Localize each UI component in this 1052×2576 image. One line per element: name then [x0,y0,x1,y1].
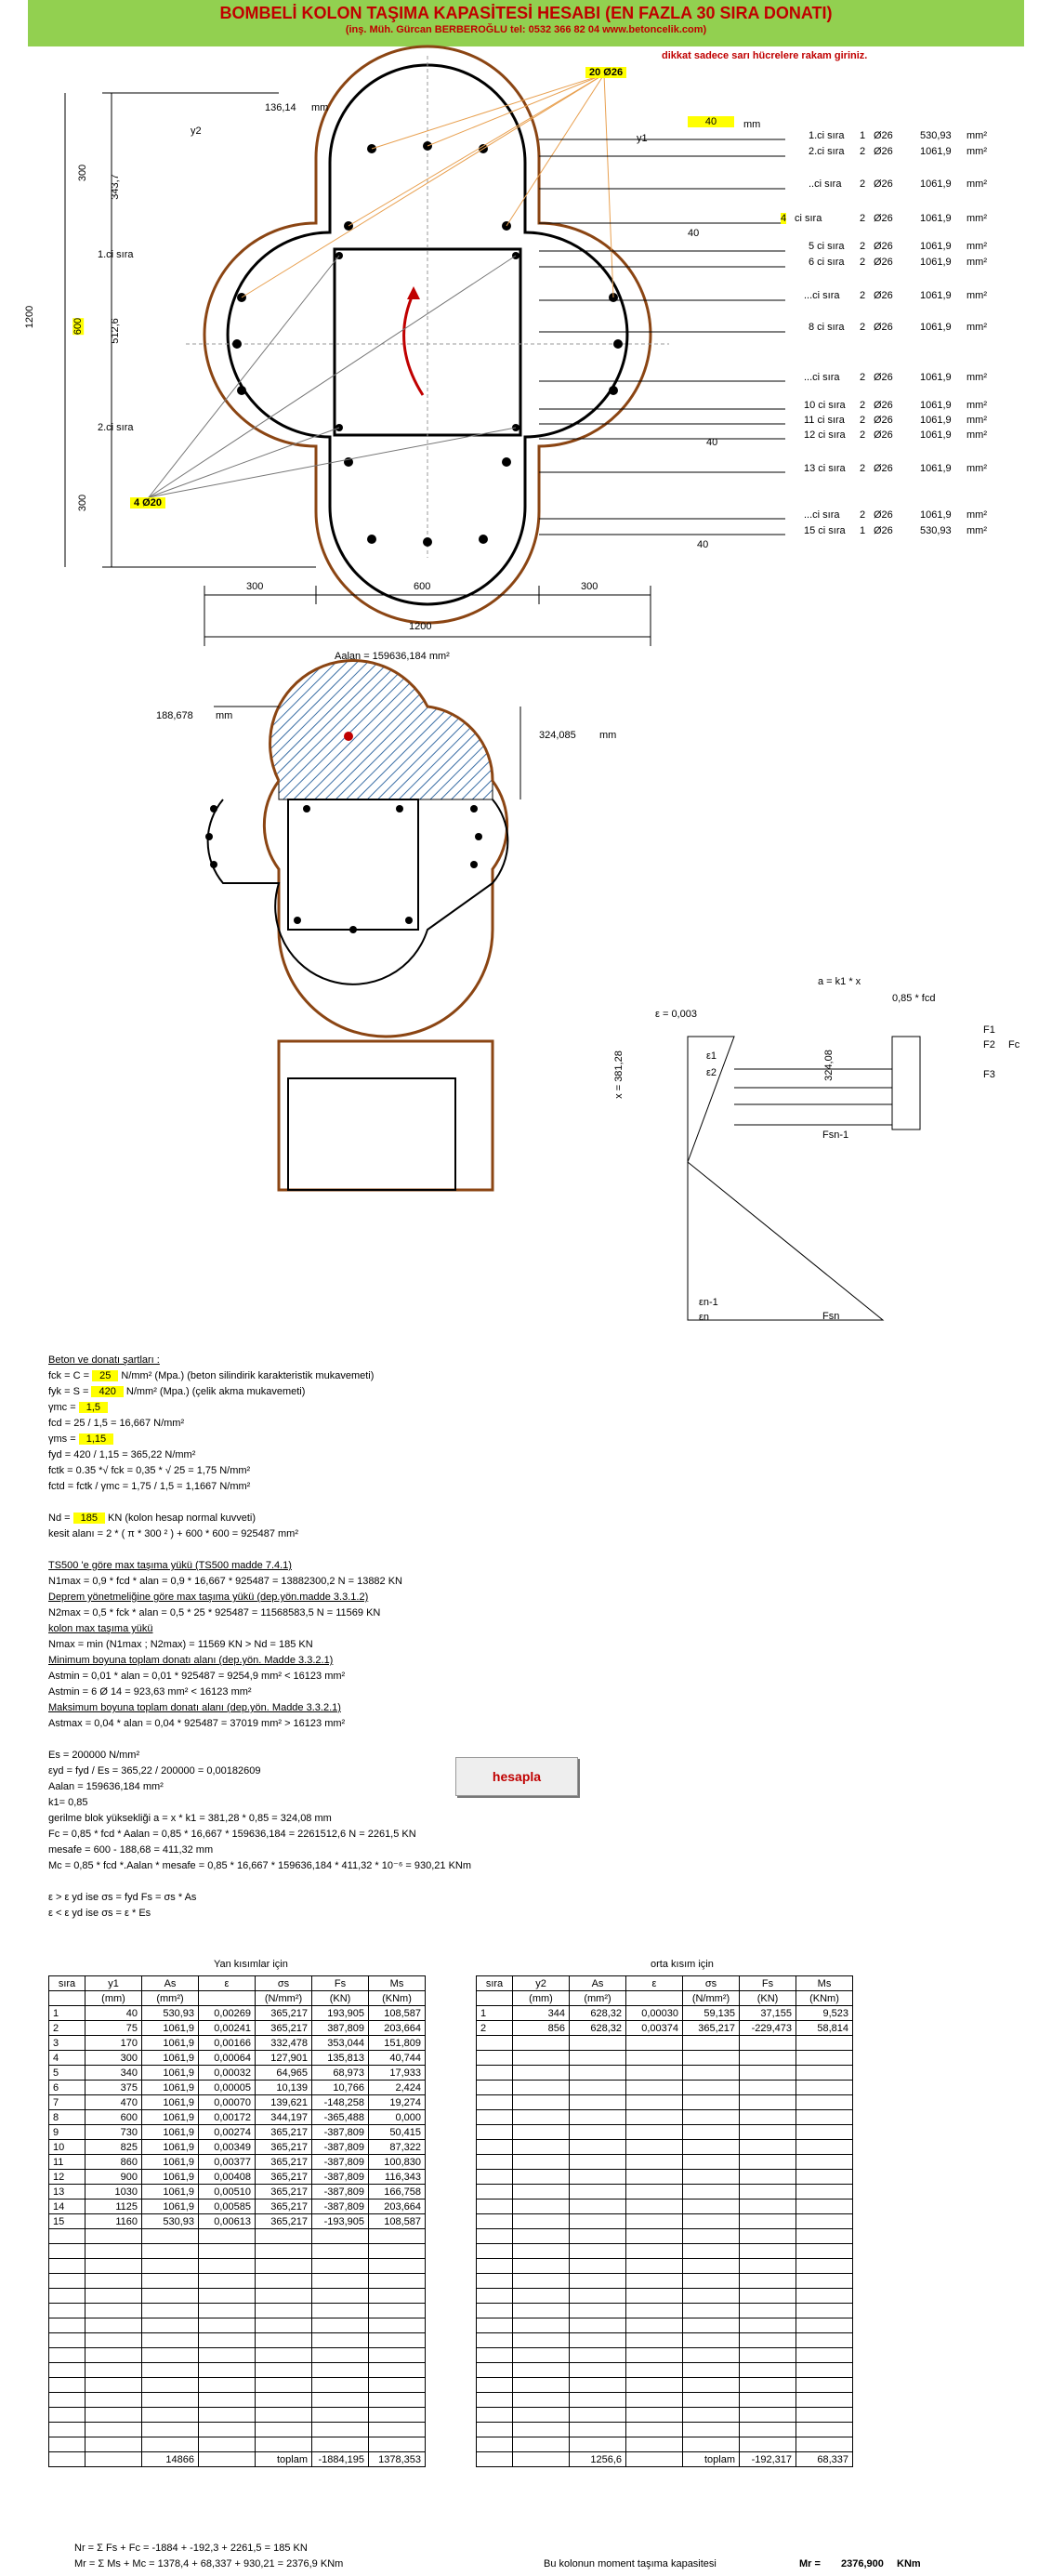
table-row: 13 1030 1061,9 0,00510 365,217 -387,809 166,758 [49,2185,426,2200]
rebar-row-area: 1061,9 [920,509,952,521]
rebar-row-unit: mm² [967,415,987,426]
mr-value: 2376,900 [841,2558,884,2569]
table-row: 11 860 1061,9 0,00377 365,217 -387,809 100,830 [49,2155,426,2170]
rebar-row-diameter: Ø26 [874,429,893,441]
table-unit-cell: (KN) [740,1991,796,2006]
table-row [477,2363,853,2378]
rebar-row-diameter: Ø26 [874,241,893,252]
table-row [477,2289,853,2304]
rebar-row-unit: mm² [967,130,987,141]
rebar-row-area: 1061,9 [920,146,952,157]
calc-line: N2max = 0,5 * fck * alan = 0,5 * 25 * 925487 = 11568583,5 N = 11569 KN [48,1607,381,1618]
cover-input[interactable]: 40 [688,116,734,127]
rebar-row-area: 1061,9 [920,400,952,411]
table-unit-cell: (KNm) [796,1991,853,2006]
table-row [49,2318,426,2333]
rebar-row-label: 12 ci sıra [804,429,846,441]
table-row [477,2318,853,2333]
table-row [49,2259,426,2274]
calc-line: Astmax = 0,04 * alan = 0,04 * 925487 = 37019 mm² > 16123 mm² [48,1718,346,1729]
calc-line: Deprem yönetmeliğine göre max taşıma yükü (dep.yön.madde 3.3.1.2) [48,1592,369,1603]
table-row [477,2274,853,2289]
table-unit-cell: (mm²) [142,1991,199,2006]
table-header-cell: σs [256,1976,312,1991]
rebar-row-label: ...ci sıra [804,372,840,383]
calc-line: Maksimum boyuna toplam donatı alanı (dep.yön. Madde 3.3.2.1) [48,1702,341,1713]
middle-table [476,1975,853,2467]
table-header-cell: y2 [513,1976,570,1991]
table-header-cell: Fs [740,1976,796,1991]
rebar-row-count: 2 [860,415,866,426]
rebar-row-count: 1 [860,525,866,536]
table-row [49,2348,426,2363]
table-row: 15 1160 530,93 0,00613 365,217 -193,905 108,587 [49,2214,426,2229]
top-bars-input[interactable]: 20 Ø26 [585,67,626,78]
table-unit-cell: (KN) [312,1991,369,2006]
rebar-row-area: 530,93 [920,525,952,536]
e2-label: ε2 [706,1067,717,1078]
column-section-drawing [0,0,1052,651]
rebar-row-unit: mm² [967,509,987,521]
rebar-row-count: 2 [860,178,866,190]
table-row: 2 856 628,32 0,00374 365,217 -229,473 58,814 [477,2021,853,2036]
rebar-row-unit: mm² [967,322,987,333]
table-header-cell: sıra [49,1976,85,1991]
rebar-row-unit: mm² [967,257,987,268]
a-value: 324,08 [822,1050,835,1081]
aalan-label: Aalan = 159636,184 mm² [335,651,450,662]
f3-label: F3 [983,1069,995,1080]
rebar-row-area: 1061,9 [920,241,952,252]
dim-600-input[interactable]: 600 [72,317,85,336]
dim-136-unit: mm [311,102,329,113]
calc-line [48,1495,471,1511]
calc-line: ε < ε yd ise σs = ε * Es [48,1908,151,1919]
table-total-row: 1256,6 toplam -192,317 68,337 [477,2452,853,2467]
e1-label: ε1 [706,1050,717,1062]
table-header-cell: As [570,1976,626,1991]
rebar-row-label: 2.ci sıra [809,146,845,157]
calc-line: ε > ε yd ise σs = fyd Fs = σs * As [48,1892,197,1903]
calc-input[interactable]: 1,5 [79,1402,108,1413]
rebar-row-count: 2 [860,372,866,383]
table-total-row: 14866 toplam -1884,195 1378,353 [49,2452,426,2467]
rebar-row-unit: mm² [967,290,987,301]
table-row: 1 344 628,32 0,00030 59,135 37,155 9,523 [477,2006,853,2021]
table-row [477,2408,853,2423]
dim-300-top: 300 [77,164,89,182]
calc-line: Beton ve donatı şartları : [48,1354,160,1366]
calc-line: Minimum boyuna toplam donatı alanı (dep.yön. Madde 3.3.2.1) [48,1655,334,1666]
calc-line: fctd = fctk / γmc = 1,75 / 1,5 = 1,1667 N/mm² [48,1481,251,1492]
table-row: 5 340 1061,9 0,00032 64,965 68,973 17,933 [49,2066,426,2081]
rebar-row-unit: mm² [967,241,987,252]
table-row: 6 375 1061,9 0,00005 10,139 10,766 2,424 [49,2081,426,2095]
calc-input[interactable]: 420 [91,1386,123,1397]
table-row [49,2244,426,2259]
calc-input[interactable]: 185 [73,1513,105,1524]
calc-line: fcd = 25 / 1,5 = 16,667 N/mm² [48,1418,185,1429]
calc-line [48,1732,471,1748]
calc-line: kolon max taşıma yükü [48,1623,153,1634]
calc-line: kesit alanı = 2 * ( π * 300 ² ) + 600 * 600 = 925487 mm² [48,1528,298,1539]
table-row [477,2095,853,2110]
rebar-row-count: 2 [860,463,866,474]
fsn1-label: Fsn-1 [822,1129,849,1141]
table-row [477,2110,853,2125]
rebar-row-label: 5 ci sıra [809,241,845,252]
mr-line: Mr = Σ Ms + Mc = 1378,4 + 68,337 + 930,21 = 2376,9 KNm [74,2558,344,2569]
rebar-row-diameter: Ø26 [874,400,893,411]
table-header-cell: ε [626,1976,683,1991]
rebar-row-count: 2 [860,429,866,441]
rebar-row-area: 530,93 [920,130,952,141]
nr-line: Nr = Σ Fs + Fc = -1884 + -192,3 + 2261,5 = 185 KN [74,2543,308,2554]
hesapla-button[interactable]: hesapla [455,1757,578,1796]
rebar-row-label: 13 ci sıra [804,463,846,474]
table-row: 1 40 530,93 0,00269 365,217 193,905 108,587 [49,2006,426,2021]
table-row [477,2423,853,2437]
calc-line: Fc = 0,85 * fcd * Aalan = 0,85 * 16,667 * 159636,184 = 2261512,6 N = 2261,5 KN [48,1829,416,1840]
rebar-row-label: 15 ci sıra [804,525,846,536]
row-label-1: 1.ci sıra [98,249,134,260]
rebar-row-unit: mm² [967,213,987,224]
rebar-row-diameter: Ø26 [874,463,893,474]
a-formula: a = k1 * x [818,976,861,987]
table-row [477,2125,853,2140]
rebar-row-diameter: Ø26 [874,290,893,301]
rebar-row-label: ci sıra [795,213,822,224]
fsn-label: Fsn [822,1311,840,1322]
rebar-row-diameter: Ø26 [874,415,893,426]
table-unit-cell: (mm) [85,1991,142,2006]
table-row: 10 825 1061,9 0,00349 365,217 -387,809 87,322 [49,2140,426,2155]
calc-line: εyd = fyd / Es = 365,22 / 200000 = 0,00182609 [48,1765,261,1777]
table-unit-cell: (mm²) [570,1991,626,2006]
mr-label: Mr = [799,2558,821,2569]
table-row: 8 600 1061,9 0,00172 344,197 -365,488 0,000 [49,2110,426,2125]
rebar-row-label: ...ci sıra [804,290,840,301]
table-row [49,2289,426,2304]
dim-40-a: 40 [688,228,700,239]
table-row: 9 730 1061,9 0,00274 365,217 -387,809 50,415 [49,2125,426,2140]
cover-unit: mm [743,119,761,130]
table-header-cell: As [142,1976,199,1991]
rebar-row-diameter: Ø26 [874,525,893,536]
calc-line: k1= 0,85 [48,1797,88,1808]
table-header-cell: Ms [369,1976,426,1991]
table-unit-cell: (N/mm²) [683,1991,740,2006]
rebar-row-unit: mm² [967,372,987,383]
table-unit-cell [626,1991,683,2006]
calc-line: Astmin = 0,01 * alan = 0,01 * 925487 = 9254,9 mm² < 16123 mm² [48,1671,346,1682]
calc-line: fyd = 420 / 1,15 = 365,22 N/mm² [48,1449,196,1460]
table-row [49,2304,426,2318]
fc-label: Fc [1008,1039,1020,1050]
dim-343: 343,7 [109,174,121,200]
table-header-cell: ε [199,1976,256,1991]
table-row [477,2229,853,2244]
en1-label: εn-1 [699,1297,718,1308]
calc-line [48,1542,471,1558]
rebar-row-diameter: Ø26 [874,257,893,268]
rebar-row-diameter: Ø26 [874,178,893,190]
rebar-row-area: 1061,9 [920,257,952,268]
table-unit-cell: (mm) [513,1991,570,2006]
calc-line: N1max = 0,9 * fcd * alan = 0,9 * 16,667 * 925487 = 13882300,2 N = 13882 KN [48,1576,403,1587]
table-row [477,2200,853,2214]
dim-bottom-300a: 300 [246,581,264,592]
table-header-cell: Ms [796,1976,853,1991]
x-label: x = 381,28 [612,1050,625,1099]
rebar-row-count: 2 [860,290,866,301]
table-row [49,2393,426,2408]
eps-label: ε = 0,003 [655,1009,697,1020]
dim-324: 324,085 [539,730,576,741]
calc-line: γms = 1,15 [48,1432,471,1447]
rebar-row-label: 1.ci sıra [809,130,845,141]
dim-188: 188,678 [156,710,193,721]
dim-188-unit: mm [216,710,233,721]
calc-line: fctk = 0.35 *√ fck = 0,35 * √ 25 = 1,75 N/mm² [48,1465,251,1476]
rebar-row-diameter: Ø26 [874,146,893,157]
rebar-row-label: 11 ci sıra [804,415,845,426]
dim-40-b: 40 [706,437,718,448]
rebar-row-diameter: Ø26 [874,213,893,224]
rebar-row-diameter: Ø26 [874,322,893,333]
table-row [49,2408,426,2423]
rebar-row-diameter: Ø26 [874,372,893,383]
table-row [477,2170,853,2185]
table-row [477,2081,853,2095]
table-row: 3 170 1061,9 0,00166 332,478 353,044 151,809 [49,2036,426,2051]
dim-324-unit: mm [599,730,617,741]
dim-512: 512,6 [109,318,121,344]
table-row [49,2363,426,2378]
table-row [49,2423,426,2437]
dim-bottom-600: 600 [414,581,431,592]
table-row [477,2304,853,2318]
rebar-row-count: 2 [860,257,866,268]
table-row [477,2036,853,2051]
rebar-row-unit: mm² [967,525,987,536]
calc-line: γmc = 1,5 [48,1400,471,1416]
fcd-label: 0,85 * fcd [892,993,936,1004]
table-row [477,2140,853,2155]
calc-line: Mc = 0,85 * fcd *.Aalan * mesafe = 0,85 * 16,667 * 159636,184 * 411,32 * 10⁻⁶ = 930,21 KNm [48,1860,472,1871]
capacity-label: Bu kolonun moment taşıma kapasitesi [544,2558,717,2569]
rebar-row-diameter: Ø26 [874,130,893,141]
rebar-row-unit: mm² [967,146,987,157]
table-row [477,2259,853,2274]
table-row [477,2214,853,2229]
calc-line: fyk = S = 420 N/mm² (Mpa.) (çelik akma mukavemeti) [48,1386,306,1397]
mr-unit: KNm [897,2558,921,2569]
calc-line: Es = 200000 N/mm² [48,1750,140,1761]
dim-bottom-1200: 1200 [409,621,432,632]
table-row [477,2348,853,2363]
rebar-row-count: 2 [860,400,866,411]
rebar-row-count: 2 [860,509,866,521]
table-row: 14 1125 1061,9 0,00585 365,217 -387,809 203,664 [49,2200,426,2214]
table-header-cell: y1 [85,1976,142,1991]
en-label: εn [699,1312,710,1323]
rebar-row-count: 2 [860,213,866,224]
rebar-row-area: 1061,9 [920,322,952,333]
page-title: BOMBELİ KOLON TAŞIMA KAPASİTESİ HESABI (EN FAZLA 30 SIRA DONATI) [219,4,833,22]
calc-input[interactable]: 1,15 [79,1433,113,1445]
table-unit-cell [199,1991,256,2006]
calc-line: Nd = 185 KN (kolon hesap normal kuvveti) [48,1513,256,1524]
row-label-2: 2.ci sıra [98,422,134,433]
calc-line: gerilme blok yüksekliği a = x * k1 = 381,28 * 0,85 = 324,08 mm [48,1813,332,1824]
table2-title: orta kısım için [651,1959,714,1970]
rebar-row-label: 10 ci sıra [804,400,846,411]
table-row: 2 75 1061,9 0,00241 365,217 387,809 203,664 [49,2021,426,2036]
table-row [477,2437,853,2452]
table-row [477,2393,853,2408]
dim-40-c: 40 [697,539,709,550]
table-unit-cell: (N/mm²) [256,1991,312,2006]
table-row [49,2378,426,2393]
rebar-row-unit: mm² [967,178,987,190]
rebar-row-area: 1061,9 [920,463,952,474]
calc-line: Astmin = 6 Ø 14 = 923,63 mm² < 16123 mm² [48,1686,252,1698]
calculation-block [48,1353,471,1922]
rebar-row-area: 1061,9 [920,429,952,441]
table-row: 12 900 1061,9 0,00408 365,217 -387,809 116,343 [49,2170,426,2185]
rebar-row-area: 1061,9 [920,372,952,383]
calc-line: TS500 'e göre max taşıma yükü (TS500 madde 7.4.1) [48,1560,292,1571]
table-unit-cell [477,1991,513,2006]
table-row [477,2051,853,2066]
table-row: 7 470 1061,9 0,00070 139,621 -148,258 19,274 [49,2095,426,2110]
calc-line: Aalan = 159636,184 mm² [48,1781,164,1792]
rebar-row-diameter: Ø26 [874,509,893,521]
side-table [48,1975,426,2467]
f1-label: F1 [983,1024,995,1036]
table-row [477,2244,853,2259]
rebar-row-count: 2 [860,322,866,333]
dim-136: 136,14 [265,102,296,113]
corner-bars-input[interactable]: 4 Ø20 [130,497,165,509]
rebar-row-label: 6 ci sıra [809,257,845,268]
rebar-row-count: 2 [860,146,866,157]
table-row: 4 300 1061,9 0,00064 127,901 135,813 40,744 [49,2051,426,2066]
calc-line [48,1874,471,1890]
page-subtitle: (inş. Müh. Gürcan BERBEROĞLU tel: 0532 366 82 04 www.betoncelik.com) [345,24,707,35]
stress-diagram [0,1023,1052,1348]
table-unit-cell: (KNm) [369,1991,426,2006]
table-header-cell: sıra [477,1976,513,1991]
f2-label: F2 [983,1039,995,1050]
rebar-row-area: 1061,9 [920,415,952,426]
rebar-row-label: 8 ci sıra [809,322,845,333]
dim-bottom-300b: 300 [581,581,598,592]
rebar-row-label: ..ci sıra [809,178,842,190]
rebar-row-count: 1 [860,130,866,141]
calc-line: Nmax = min (N1max ; N2max) = 11569 KN > Nd = 185 KN [48,1639,313,1650]
rebar-row-unit: mm² [967,400,987,411]
calc-input[interactable]: 25 [92,1370,118,1381]
rebar-row-unit: mm² [967,429,987,441]
dim-1200-vertical: 1200 [24,305,36,329]
calc-line: fck = C = 25 N/mm² (Mpa.) (beton silindirik karakteristik mukavemeti) [48,1370,375,1381]
rebar-row-count: 2 [860,241,866,252]
rebar-row-label: ...ci sıra [804,509,840,521]
table-unit-cell [49,1991,85,2006]
dim-300-bottom: 300 [77,494,89,512]
rebar-row-index[interactable]: 4 [781,213,787,224]
table-row [477,2378,853,2393]
rebar-row-area: 1061,9 [920,178,952,190]
rebar-row-area: 1061,9 [920,213,952,224]
label-y2: y2 [191,125,202,137]
warning-note: dikkat sadece sarı hücrelere rakam giriniz. [662,50,868,61]
table-row [477,2185,853,2200]
table-row [477,2155,853,2170]
table1-title: Yan kısımlar için [214,1959,288,1970]
table-header-cell: σs [683,1976,740,1991]
calc-line: mesafe = 600 - 188,68 = 411,32 mm [48,1844,214,1856]
rebar-row-unit: mm² [967,463,987,474]
rebar-row-area: 1061,9 [920,290,952,301]
table-row [477,2066,853,2081]
label-y1: y1 [637,133,648,144]
table-row [49,2274,426,2289]
table-row [49,2229,426,2244]
table-header-cell: Fs [312,1976,369,1991]
table-row [477,2333,853,2348]
table-row [49,2437,426,2452]
table-row [49,2333,426,2348]
